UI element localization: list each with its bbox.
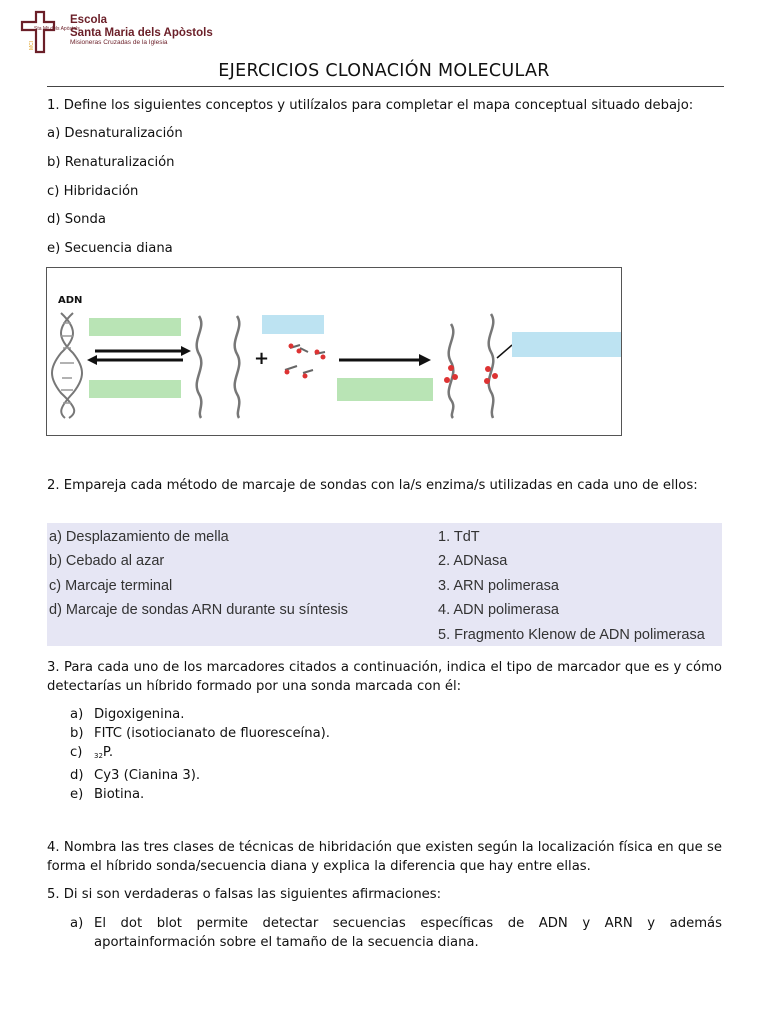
school-name	[70, 14, 213, 40]
enzyme-2: 2. ADNasa	[438, 553, 508, 569]
hybrid-strand-1-icon	[449, 324, 454, 418]
pointer-line	[497, 345, 512, 358]
blue-answer-box-top[interactable]	[262, 315, 324, 334]
q5-item-a-label: a)	[70, 916, 84, 931]
hybrid-strand-2-icon	[489, 314, 494, 418]
dna-double-helix-icon	[52, 313, 82, 418]
plus-icon: +	[254, 348, 270, 369]
green-answer-box-center[interactable]	[337, 378, 433, 401]
blue-answer-box-right[interactable]	[512, 332, 621, 357]
right-arrow-icon	[339, 354, 431, 366]
question-5: 5. Di si son verdaderas o falsas las siguientes afirmaciones:	[47, 887, 442, 902]
list-item: a) Digoxigenina.	[70, 707, 185, 722]
enzyme-4: 4. ADN polimerasa	[438, 602, 559, 618]
q1-item-c: c) Hibridación	[47, 184, 139, 199]
logo-side-text: MCI	[29, 40, 35, 50]
enzyme-5: 5. Fragmento Klenow de ADN polimerasa	[438, 627, 705, 643]
concept-map-figure	[46, 267, 622, 436]
school-line-1: Escola	[70, 14, 108, 26]
concept-map-diagram	[47, 268, 621, 435]
question-4: 4. Nombra las tres clases de técnicas de hibridación que existen según la localización física en que se forma el híbrido sonda/secuencia diana y explica la diferencia que hay entre ellas.	[47, 840, 722, 874]
marker-list	[70, 705, 330, 804]
logo-text: Sta Mª dels Apòstols	[34, 26, 80, 32]
green-answer-box-bottom[interactable]	[89, 380, 181, 398]
list-item: e) Biotina.	[70, 787, 145, 802]
single-strand-2-icon	[235, 316, 240, 418]
method-c: c) Marcaje terminal	[49, 578, 173, 594]
green-answer-box-top[interactable]	[89, 318, 181, 336]
school-line-2: Santa Maria dels Apòstols	[70, 27, 213, 39]
single-strand-1-icon	[197, 316, 202, 418]
school-logo-icon	[20, 10, 80, 54]
q5-item-a-text: El dot blot permite detectar secuencias específicas de ADN y ARN y además aportainformación sobre el tamaño de la secuencia diana.	[94, 916, 722, 950]
enzyme-1: 1. TdT	[438, 529, 480, 545]
question-2: 2. Empareja cada método de marcaje de sondas con la/s enzima/s utilizadas en cada uno de ellos:	[47, 478, 698, 493]
method-b: b) Cebado al azar	[49, 553, 165, 569]
list-item: d) Cy3 (Cianina 3).	[70, 768, 201, 783]
labeled-probes-icon	[285, 344, 326, 379]
q1-item-d: d) Sonda	[47, 212, 106, 227]
school-subtitle: Misioneras Cruzadas de la Iglesia	[70, 39, 168, 46]
method-d: d) Marcaje de sondas ARN durante su síntesis	[49, 602, 349, 618]
title-rule	[47, 86, 724, 87]
list-item: b) FITC (isotiocianato de fluoresceína).	[70, 726, 331, 741]
dna-label: ADN	[58, 295, 83, 306]
enzyme-3: 3. ARN polimerasa	[438, 578, 559, 594]
method-a: a) Desplazamiento de mella	[49, 529, 229, 545]
list-item: c) $_{32}$P.	[70, 745, 114, 760]
q1-item-e: e) Secuencia diana	[47, 241, 173, 256]
question-1: 1. Define los siguientes conceptos y utilízalos para completar el mapa conceptual situado debajo:	[47, 98, 694, 113]
q1-item-a: a) Desnaturalización	[47, 126, 183, 141]
page-title: EJERCICIOS CLONACIÓN MOLECULAR	[218, 61, 550, 81]
double-arrow-icon	[87, 346, 191, 365]
q1-item-b: b) Renaturalización	[47, 155, 175, 170]
question-3: 3. Para cada uno de los marcadores citados a continuación, indica el tipo de marcador que es y cómo detectarías un híbrido formado por una sonda marcada con él:	[47, 660, 722, 694]
